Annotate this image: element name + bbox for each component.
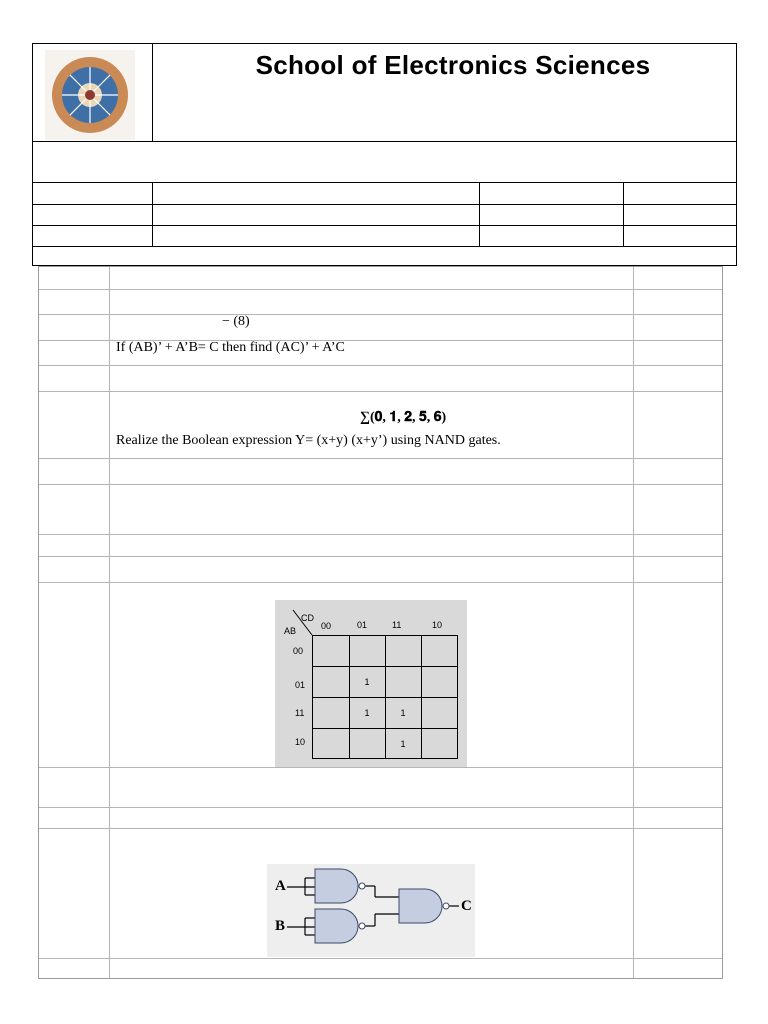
question-text: If (AB)’ + A’B= C then find (AC)’ + A’C xyxy=(116,340,345,355)
question-text: Realize the Boolean expression Y= (x+y) (x+y’) using NAND gates. xyxy=(116,433,501,448)
kmap-cell xyxy=(385,667,421,698)
header-divider xyxy=(479,182,480,246)
kmap-row-header: 01 xyxy=(295,680,306,690)
header-divider xyxy=(33,141,736,142)
kmap-cell xyxy=(313,729,349,760)
kmap-cell xyxy=(349,636,385,667)
header-divider xyxy=(152,44,153,141)
question-fragment: − (8) xyxy=(222,314,250,329)
table-row-line xyxy=(39,391,722,392)
table-row-line xyxy=(39,314,722,315)
kmap-row-header: 00 xyxy=(293,646,304,656)
kmap-row-header: 10 xyxy=(295,737,306,747)
table-row-line xyxy=(39,289,722,290)
kmap-cell xyxy=(349,729,385,760)
table-row-line xyxy=(39,767,722,768)
kmap-cell xyxy=(385,636,421,667)
input-a-label: A xyxy=(275,878,286,894)
table-row-line xyxy=(39,556,722,557)
nand-gate-drawing xyxy=(267,864,475,957)
kmap-cell: 1 xyxy=(364,677,370,687)
karnaugh-map xyxy=(275,600,467,767)
exam-header xyxy=(32,43,737,266)
minterm-sum: ∑(𝟎, 𝟏, 𝟐, 𝟓, 𝟔) xyxy=(360,410,447,425)
kmap-grid xyxy=(312,635,458,759)
header-divider xyxy=(33,204,736,205)
kmap-column-header: 11 xyxy=(392,620,402,630)
table-column-line xyxy=(633,267,634,978)
header-divider xyxy=(33,225,736,226)
header-divider xyxy=(33,182,736,183)
kmap-cell xyxy=(421,729,457,760)
table-row-line xyxy=(39,458,722,459)
kmap-cell: 1 xyxy=(364,708,370,718)
header-divider xyxy=(152,182,153,246)
table-row-line xyxy=(39,484,722,485)
output-c-label: C xyxy=(461,898,472,914)
input-b-label: B xyxy=(275,918,286,934)
kmap-row-variable: AB xyxy=(284,626,297,636)
table-column-line xyxy=(109,267,110,978)
university-logo xyxy=(45,50,135,140)
kmap-cell xyxy=(313,698,349,729)
kmap-cell: 1 xyxy=(400,739,406,749)
table-row-line xyxy=(39,807,722,808)
kmap-cell xyxy=(421,698,457,729)
kmap-row-header: 11 xyxy=(295,708,305,718)
table-row-line xyxy=(39,534,722,535)
table-row-line xyxy=(39,828,722,829)
kmap-column-header: 00 xyxy=(321,621,332,631)
school-name: School of Electronics Sciences xyxy=(255,50,651,80)
kmap-cell xyxy=(421,667,457,698)
kmap-cell xyxy=(421,636,457,667)
kmap-cell xyxy=(313,636,349,667)
table-row-line xyxy=(39,582,722,583)
header-divider xyxy=(33,246,736,247)
header-divider xyxy=(623,182,624,246)
kmap-column-header: 10 xyxy=(432,620,443,630)
kmap-cell: 1 xyxy=(400,708,406,718)
kmap-column-variable: CD xyxy=(301,613,314,623)
kmap-diagonal xyxy=(275,600,335,640)
table-row-line xyxy=(39,958,722,959)
kmap-column-header: 01 xyxy=(357,620,368,630)
nand-gate-diagram xyxy=(267,864,475,957)
kmap-cell xyxy=(313,667,349,698)
table-row-line xyxy=(39,365,722,366)
nand-gate xyxy=(315,869,449,943)
